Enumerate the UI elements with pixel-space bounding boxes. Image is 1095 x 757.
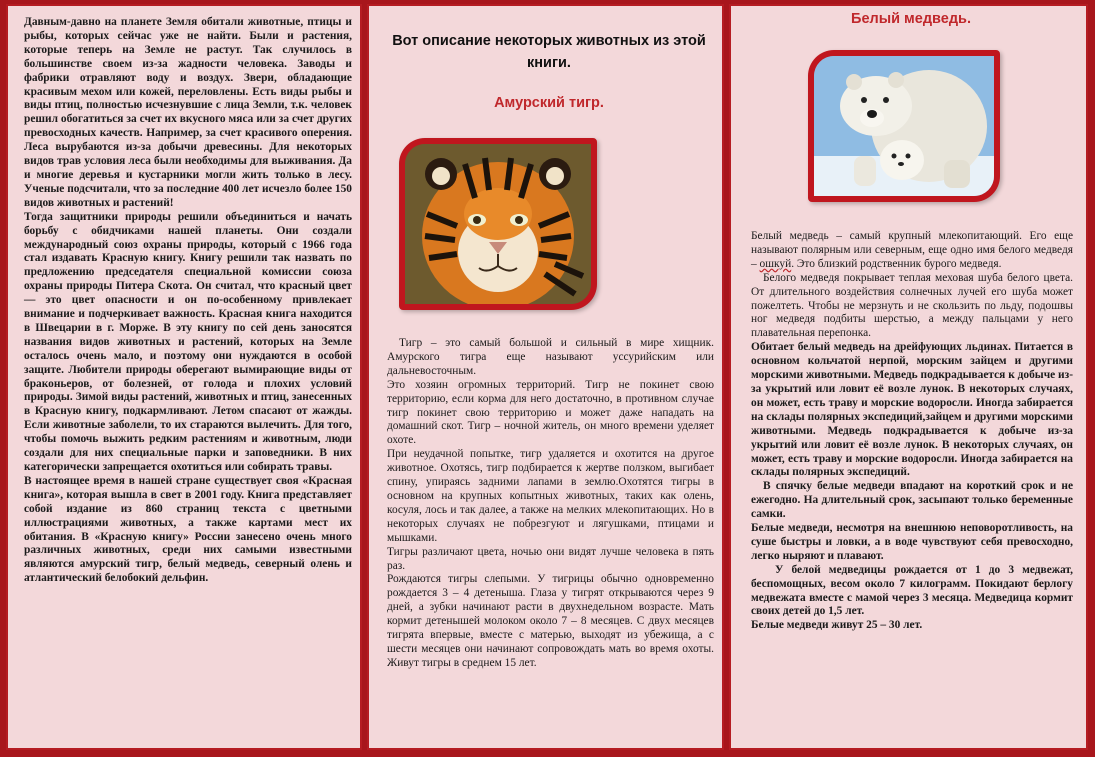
polar-bear-intro-text: Белый медведь – самый крупный млекопитающий. Его еще называют полярным или северным, еще одно имя белого медведя – bbox=[751, 230, 1073, 270]
polar-bear-alt-name: ошкуй bbox=[759, 257, 792, 270]
section-title: Вот описание некоторых животных из этой книги. bbox=[392, 33, 706, 71]
tiger-paragraph: Это хозяин огромных территорий. Тигр не покинет свою территорию, если корма для него достаточно, в противном случае тигр покинет свою территорию и может даже нападать на домашний скот. Тигр – ночной житель, он много времени уделяет охоте. bbox=[387, 378, 714, 447]
tiger-paragraph: Тигр – это самый большой и сильный в мире хищник. Амурского тигра еще называют уссурийским или дальневосточным. bbox=[387, 337, 714, 377]
tiger-heading: Амурский тигр. bbox=[494, 95, 604, 111]
intro-paragraph: Давным-давно на планете Земля обитали животные, птицы и рыбы, которых сейчас уже не найти. Были и растения, которые теперь на Земле не растут. Так случилось в большинстве своем из-за жадности человека. Заводы и фабрики отравляют воду и воздух. Звери, обладающие красивым мехом или кожей, переловлены. Есть виды рыбы и виды птиц, полностью исчезнувшие с лица Земли, т.к. человек решил обогатиться за счет их вкусного мяса или за счет других превосходных качеств. Например, за счет красивого оперения. Леса вырубаются из-за добычи древесины. Для некоторых видов трав условия леса были необходимы для выживания. Да и многие деревья и кустарники могли жить только в лесу. Ученые подсчитали, что за последние 400 лет исчезло более 150 видов животных и растений! bbox=[24, 16, 352, 209]
column-intro bbox=[6, 4, 362, 750]
tiger-paragraph: Рождаются тигры слепыми. У тигрицы обычно одновременно рождается 3 – 4 детеныша. Глаза у тигрят открываются через 9 дней, а зубки начинают расти в двухнедельном возрасте. Мать кормит детенышей молоком около 7 – 8 месяцев. С двух месяцев тигрята впервые, вместе с матерью, выходят из убежища, а с шести месяцев они начинают сопровождать мать во время охоты. Живут тигры в среднем 15 лет. bbox=[387, 573, 714, 669]
column-tiger bbox=[367, 4, 724, 750]
intro-text bbox=[24, 16, 352, 586]
polar-bear-paragraph: Белые медведи живут 25 – 30 лет. bbox=[751, 619, 923, 632]
tiger-paragraph: При неудачной попытке, тигр удаляется и охотится на другое животное. Охотясь, тигр подбирается к жертве ползком, выгибает спину, упираясь задними лапами в землю.Охотятся тигры в основном на крупных копытных животных, таких как олень, косуля, лось и так далее, а также на мелких млекопитающих. Но в некоторых случаях не побрезгуют и лягушками, птицами и мышками. bbox=[387, 448, 714, 544]
polar-bear-paragraph: У белой медведицы рождается от 1 до 3 медвежат, беспомощных, весом около 7 килограмм. Покидают берлогу медвежата вместе с мамой через 3 месяца. Медведица кормит своих детей до 1,5 лет. bbox=[751, 563, 1073, 618]
polar-bear-heading: Белый медведь. bbox=[851, 11, 971, 27]
intro-paragraph: В настоящее время в нашей стране существует своя «Красная книга», которая вышла в свет в 2001 году. Книга представляет собой издание из 860 страниц текста с цветными иллюстрациями животных, а также картами мест их обитания. В «Красную книгу» России занесено очень много различных животных, среди них самыми известными являются амурский тигр, белый медведь, северный олень и атлантический белобокий дельфин. bbox=[24, 474, 352, 585]
polar-bear-photo bbox=[808, 50, 1000, 202]
tiger-photo bbox=[399, 138, 597, 310]
tiger-text bbox=[387, 337, 714, 671]
polar-bear-intro-text-end: . Это близкий родственник бурого медведя. bbox=[791, 257, 1002, 270]
polar-bear-paragraph bbox=[751, 230, 1073, 272]
polar-bear-paragraph: Белые медведи, несмотря на внешнюю неповоротливость, на суше быстры и ловки, а в воде чувствуют себя превосходно, легко ныряют и плавают. bbox=[751, 522, 1073, 562]
column-polar-bear bbox=[729, 4, 1088, 750]
polar-bear-paragraph: В спячку белые медведи впадают на короткий срок и не ежегодно. На длительный срок, засыпают только беременные самки. bbox=[751, 480, 1073, 521]
intro-paragraph: Тогда защитники природы решили объединиться и начать борьбу с обидчиками нашей планеты. Они создали международный союз охраны природы, который с 1966 года стал издавать Красную книгу. Книгу решили так назвать по предложению председателя специальной комиссии союза охраны природы Питера Скота. Он считал, что красный цвет — это цвет опасности и он по-особенному привлекает внимание и подчеркивает важность. Красная книга находится в Швецарии в г. Морже. В эту книгу по сей день заносятся названия видов животных и растений, которых на Земле осталось очень мало, и поэтому они нуждаются в особой защите. Любители природы оберегают вымирающие виды от браконьеров, от болезней, от голода и плохих условий природы. Зимой виды растений, животных и птиц, занесенных в Красную книгу, подкармливают. Летом спасают от жажды. Если животные заболели, то их стараются вылечить. Для того, чтобы помочь выжить редким растениям и животным, люди создали для них специальные парки и заповедники. В них категорически запрещается охотиться или собирать травы. bbox=[24, 210, 352, 473]
tiger-paragraph: Тигры различают цвета, ночью они видят лучше человека в пять раз. bbox=[387, 545, 714, 572]
polar-bear-paragraph: Обитает белый медведь на дрейфующих льдинах. Питается в основном кольчатой нерпой, морским зайцем и другими морскими животными. Медведь подкрадывается к добыче из-за укрытий или ловит её возле лунок. В некоторых случаях, он может, есть траву и морские водоросли. Иногда забирается на склады полярных экспедиций,зайцем и другими морскими животными. Медведь подкрадывается к добыче из-за укрытий или ловит её возле лунок. В некоторых случаях, он может, есть траву и морские водоросли. Иногда забирается на склады полярных экспедиций. bbox=[751, 341, 1073, 479]
polar-bear-paragraph: Белого медведя покрывает теплая меховая шуба белого цвета. От длительного воздействия солнечных лучей его шуба может пожелтеть. Чтобы не мерзнуть и не скользить по льду, подошвы ног медведя подбиты шерстью, а между пальцами у него плавательная перепонка. bbox=[751, 271, 1073, 340]
polar-bear-text bbox=[751, 230, 1073, 633]
